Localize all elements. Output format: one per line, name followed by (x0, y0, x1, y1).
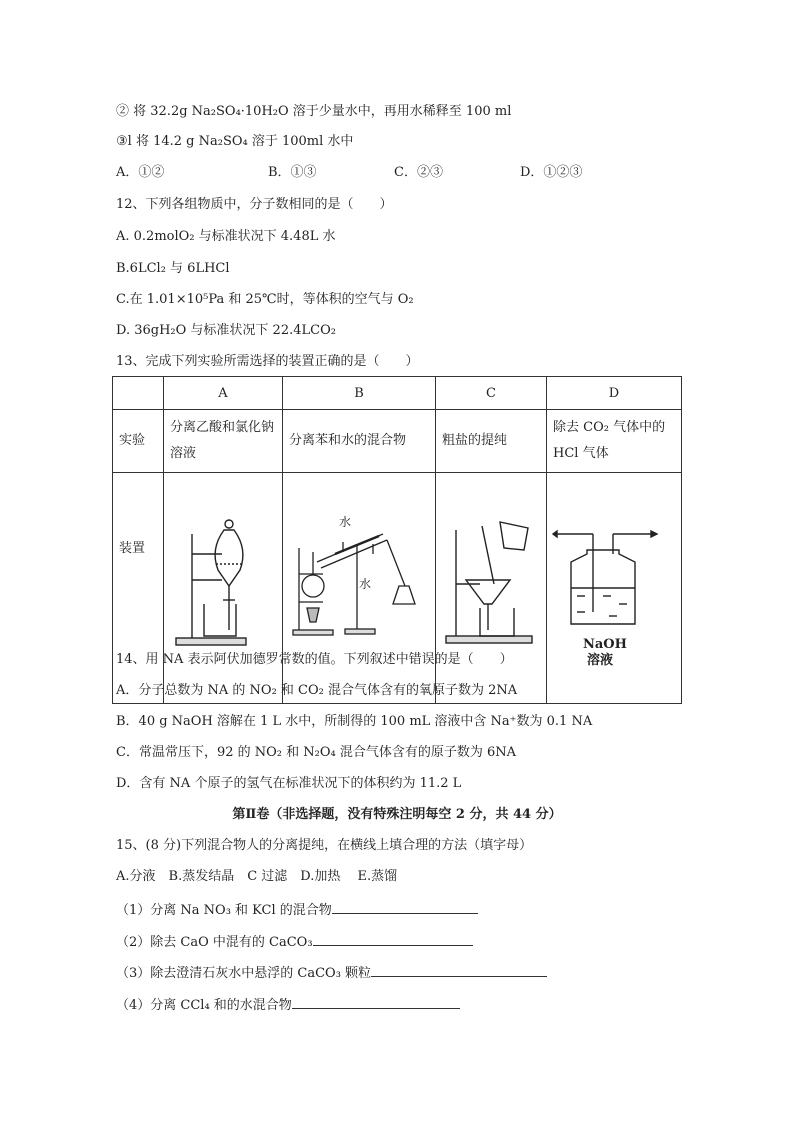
q14-option-c: C．常温常压下，92 的 NO₂ 和 N₂O₄ 混合气体含有的原子数为 6NA (116, 745, 517, 760)
q12-option-b: B.6LCl₂ 与 6LHCl (116, 261, 230, 276)
line-dissolve-sulfate: ③l 将 14.2 g Na₂SO₄ 溶于 100ml 水中 (116, 134, 354, 149)
header-a: A (164, 377, 283, 410)
header-b: B (283, 377, 436, 410)
filtration-diagram (436, 504, 546, 668)
q12-option-d: D. 36gH₂O 与标准状况下 22.4LCO₂ (116, 323, 336, 338)
experiment-c: 粗盐的提纯 (436, 410, 547, 473)
header-d: D (547, 377, 682, 410)
q15-options: A.分液 B.蒸发结晶 C 过滤 D.加热 E.蒸馏 (116, 869, 398, 884)
q14-option-b: B．40 g NaOH 溶解在 1 L 水中，所制得的 100 mL 溶液中含 Na⁺数为 0.1 NA (116, 714, 593, 729)
header-c: C (436, 377, 547, 410)
q15-item-4-text: （4）分离 CCl₄ 和的水混合物 (116, 998, 292, 1013)
q12-stem: 12、下列各组物质中，分子数相同的是（ ） (116, 197, 393, 212)
device-label: 装置 (113, 473, 164, 704)
experiment-d: 除去 CO₂ 气体中的 HCl 气体 (547, 410, 682, 473)
experiment-a: 分离乙酸和氯化钠溶液 (164, 410, 283, 473)
gas-washing-bottle-diagram (547, 504, 669, 668)
q11-option-d: D．①②③ (520, 165, 583, 180)
experiment-label: 实验 (113, 410, 164, 473)
q15-stem: 15、(8 分)下列混合物人的分离提纯，在横线上填合理的方法（填字母） (116, 838, 533, 853)
q15-item-4 (116, 996, 460, 1015)
q15-item-2-text: （2）除去 CaO 中混有的 CaCO₃ (116, 935, 313, 950)
water-out-label: 水 (359, 577, 372, 591)
q14-stem: 14、用 NA 表示阿伏加德罗常数的值。下列叙述中错误的是（ ） (116, 652, 513, 667)
q11-option-a: A．①② (116, 165, 165, 180)
q12-option-a: A. 0.2molO₂ 与标准状况下 4.48L 水 (116, 229, 336, 244)
line-dissolve-decahydrate: ② 将 32.2g Na₂SO₄·10H₂O 溶于少量水中，再用水稀释至 100 ml (116, 104, 512, 119)
solution-label: 溶液 (587, 653, 614, 668)
experiment-b: 分离苯和水的混合物 (283, 410, 436, 473)
q13-stem: 13、完成下列实验所需选择的装置正确的是（ ） (116, 354, 419, 369)
q12-option-c: C.在 1.01×10⁵Pa 和 25℃时，等体积的空气与 O₂ (116, 292, 414, 307)
q15-answer-4-blank[interactable] (292, 996, 460, 1009)
q15-answer-3-blank[interactable] (371, 964, 547, 977)
q15-answer-2-blank[interactable] (313, 933, 473, 946)
section-heading: 第Ⅱ卷（非选择题，没有特殊注明每空 2 分，共 44 分） (232, 807, 562, 822)
naoh-label: NaOH (583, 637, 627, 652)
water-in-label: 水 (339, 515, 352, 529)
q11-options (116, 164, 582, 182)
q15-answer-1-blank[interactable] (332, 901, 478, 914)
distillation-diagram (283, 504, 435, 668)
q15-item-1-text: （1）分离 Na NO₃ 和 KCl 的混合物 (116, 903, 332, 918)
q14-option-d: D．含有 NA 个原子的氢气在标准状况下的体积约为 11.2 L (116, 776, 462, 791)
q11-option-b: B．①③ (268, 165, 317, 180)
q15-item-3 (116, 964, 547, 983)
q11-option-c: C．②③ (394, 165, 443, 180)
separatory-funnel-diagram (164, 504, 282, 668)
device-d (547, 473, 682, 704)
q14-option-a: A．分子总数为 NA 的 NO₂ 和 CO₂ 混合气体含有的氧原子数为 2NA (116, 683, 518, 698)
header-blank (113, 377, 164, 410)
q15-item-3-text: （3）除去澄清石灰水中悬浮的 CaCO₃ 颗粒 (116, 966, 372, 981)
q15-item-2 (116, 933, 473, 952)
q15-item-1 (116, 901, 478, 920)
